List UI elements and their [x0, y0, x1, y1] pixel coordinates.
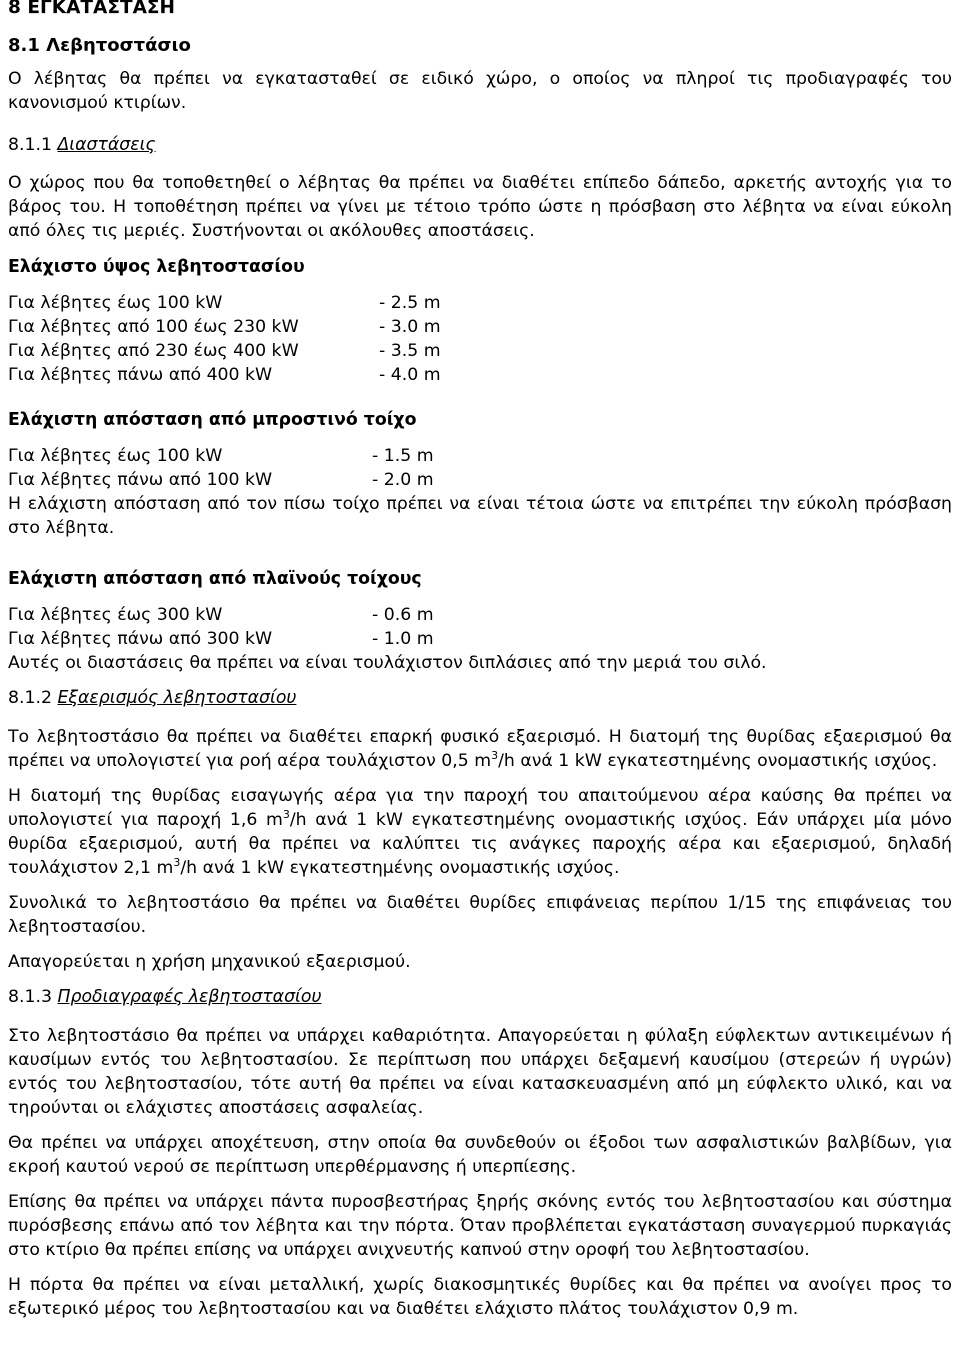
text-run: Η διατομή της θυρίδας εισαγωγής αέρα για την παροχή του απαιτούμενου αέρα καύσης θα πρέπει να υπολογιστεί για παροχή 1,6 m — [8, 786, 952, 830]
specs-para4: Η πόρτα θα πρέπει να είναι μεταλλική, χωρίς διακοσμητικές θυρίδες και θα πρέπει να ανοίγει προς το εξωτερικό μέρος του λεβητοστασίου και να διαθέτει ελάχιστο πλάτος τουλάχιστον 0,9 m. — [8, 1275, 952, 1319]
subsection-8-1-2-title: Εξαερισμός λεβητοστασίου — [57, 688, 297, 708]
subsection-8-1-title: 8.1 Λεβητοστάσιο — [8, 35, 191, 56]
row-label: Για λέβητες έως 100 kW — [8, 446, 223, 466]
superscript: 3 — [491, 749, 499, 763]
superscript: 3 — [282, 808, 290, 822]
height-table — [8, 291, 952, 387]
row-label: Για λέβητες πάνω από 100 kW — [8, 470, 273, 490]
back-wall-note: Η ελάχιστη απόσταση από τον πίσω τοίχο πρέπει να είναι τέτοια ώστε να επιτρέπει την εύκολη πρόσβαση στο λέβητα. — [8, 494, 952, 538]
subsection-8-1-2-number: 8.1.2 — [8, 688, 52, 708]
subsection-8-1-1-title: Διαστάσεις — [57, 135, 156, 155]
row-value: - 1.0 m — [372, 629, 434, 649]
row-label: Για λέβητες έως 100 kW — [8, 293, 223, 313]
text-run: Το λεβητοστάσιο θα πρέπει να διαθέτει επαρκή φυσικό εξαερισμό. Η διατομή της θυρίδας εξαερισμού θα πρέπει να υπολογιστεί για ροή αέρα τουλάχιστον 0,5 m — [8, 727, 952, 771]
subsection-8-1-2-heading — [8, 686, 952, 710]
height-heading: Ελάχιστο ύψος λεβητοστασίου — [8, 257, 305, 277]
subsection-8-1-1-para1: Ο χώρος που θα τοποθετηθεί ο λέβητας θα πρέπει να διαθέτει επίπεδο δάπεδο, αρκετής αντοχής για το βάρος του. Η τοποθέτηση πρέπει να γίνει με τέτοιο τρόπο ώστε η πρόσβαση στο λέβητα να είναι εύκολη από όλες τις μεριές. Συστήνονται οι ακόλουθες αποστάσεις. — [8, 173, 952, 241]
table-row — [8, 444, 952, 468]
row-value: - 2.0 m — [372, 470, 434, 490]
table-row — [8, 627, 952, 651]
side-table — [8, 603, 952, 651]
row-label: Για λέβητες πάνω από 400 kW — [8, 365, 273, 385]
table-row — [8, 339, 952, 363]
superscript: 3 — [173, 856, 181, 870]
front-table — [8, 444, 952, 492]
row-value: - 1.5 m — [372, 446, 434, 466]
front-heading: Ελάχιστη απόσταση από μπροστινό τοίχο — [8, 410, 417, 430]
row-label: Για λέβητες από 230 έως 400 kW — [8, 341, 299, 361]
table-row — [8, 468, 952, 492]
table-row — [8, 315, 952, 339]
ventilation-para1 — [8, 725, 952, 773]
section-title: 8 ΕΓΚΑΤΑΣΤΑΣΗ — [8, 0, 176, 18]
row-value: - 3.5 m — [379, 341, 441, 361]
row-label: Για λέβητες έως 300 kW — [8, 605, 223, 625]
specs-para3: Επίσης θα πρέπει να υπάρχει πάντα πυροσβεστήρας ξηρής σκόνης εντός του λεβητοστασίου και σύστημα πυρόσβεσης επάνω από τον λέβητα και την πόρτα. Όταν προβλέπεται εγκατάσταση συναγερμού πυρκαγιάς στο κτίριο θα πρέπει επίσης να υπάρχει ανιχνευτής καπνού στην οροφή του λεβητοστασίου. — [8, 1192, 952, 1260]
subsection-8-1-3-heading — [8, 985, 952, 1009]
row-label: Για λέβητες πάνω από 300 kW — [8, 629, 273, 649]
text-run: /h ανά 1 kW εγκατεστημένης ονομαστικής ισχύος. Εάν υπάρχει μία μόνο θυρίδα εξαερισμού, αυτή θα πρέπει να καλύπτει τις ανάγκες παροχής αέρα και εξαερισμού, δηλαδή τουλάχιστον 2,1 m — [8, 810, 952, 878]
subsection-8-1-intro: Ο λέβητας θα πρέπει να εγκατασταθεί σε ειδικό χώρο, ο οποίος να πληροί τις προδιαγραφές του κανονισμού κτιρίων. — [8, 69, 952, 113]
row-value: - 2.5 m — [379, 293, 441, 313]
row-value: - 3.0 m — [379, 317, 441, 337]
text-run: /h ανά 1 kW εγκατεστημένης ονομαστικής ισχύος. — [498, 751, 938, 771]
row-label: Για λέβητες από 100 έως 230 kW — [8, 317, 299, 337]
table-row — [8, 291, 952, 315]
table-row — [8, 603, 952, 627]
subsection-8-1-1-heading — [8, 133, 952, 157]
side-wall-note: Αυτές οι διαστάσεις θα πρέπει να είναι τουλάχιστον διπλάσιες από την μεριά του σιλό. — [8, 653, 767, 673]
row-value: - 0.6 m — [372, 605, 434, 625]
subsection-8-1-3-number: 8.1.3 — [8, 987, 52, 1007]
table-row — [8, 363, 952, 387]
subsection-8-1-3-title: Προδιαγραφές λεβητοστασίου — [57, 987, 322, 1007]
specs-para1: Στο λεβητοστάσιο θα πρέπει να υπάρχει καθαριότητα. Απαγορεύεται η φύλαξη εύφλεκτων αντικειμένων ή καυσίμων εντός του λεβητοστασίου. Σε περίπτωση που υπάρχει δεξαμενή καυσίμου (στερεών ή υγρών) εντός του λεβητοστασίου, τότε αυτή θα πρέπει να είναι κατασκευασμένη από μη εύφλεκτο υλικό, και να τηρούνται οι ελάχιστες αποστάσεις ασφαλείας. — [8, 1026, 952, 1118]
side-heading: Ελάχιστη απόσταση από πλαϊνούς τοίχους — [8, 569, 422, 589]
row-value: - 4.0 m — [379, 365, 441, 385]
specs-para2: Θα πρέπει να υπάρχει αποχέτευση, στην οποία θα συνδεθούν οι έξοδοι των ασφαλιστικών βαλβίδων, για εκροή καυτού νερού σε περίπτωση υπερθέρμανσης ή υπερπίεσης. — [8, 1133, 952, 1177]
ventilation-para4: Απαγορεύεται η χρήση μηχανικού εξαερισμού. — [8, 952, 411, 972]
ventilation-para3: Συνολικά το λεβητοστάσιο θα πρέπει να διαθέτει θυρίδες επιφάνειας περίπου 1/15 της επιφάνειας του λεβητοστασίου. — [8, 893, 952, 937]
subsection-8-1-1-number: 8.1.1 — [8, 135, 52, 155]
ventilation-para2 — [8, 784, 952, 880]
text-run: /h ανά 1 kW εγκατεστημένης ονομαστικής ισχύος. — [180, 858, 620, 878]
